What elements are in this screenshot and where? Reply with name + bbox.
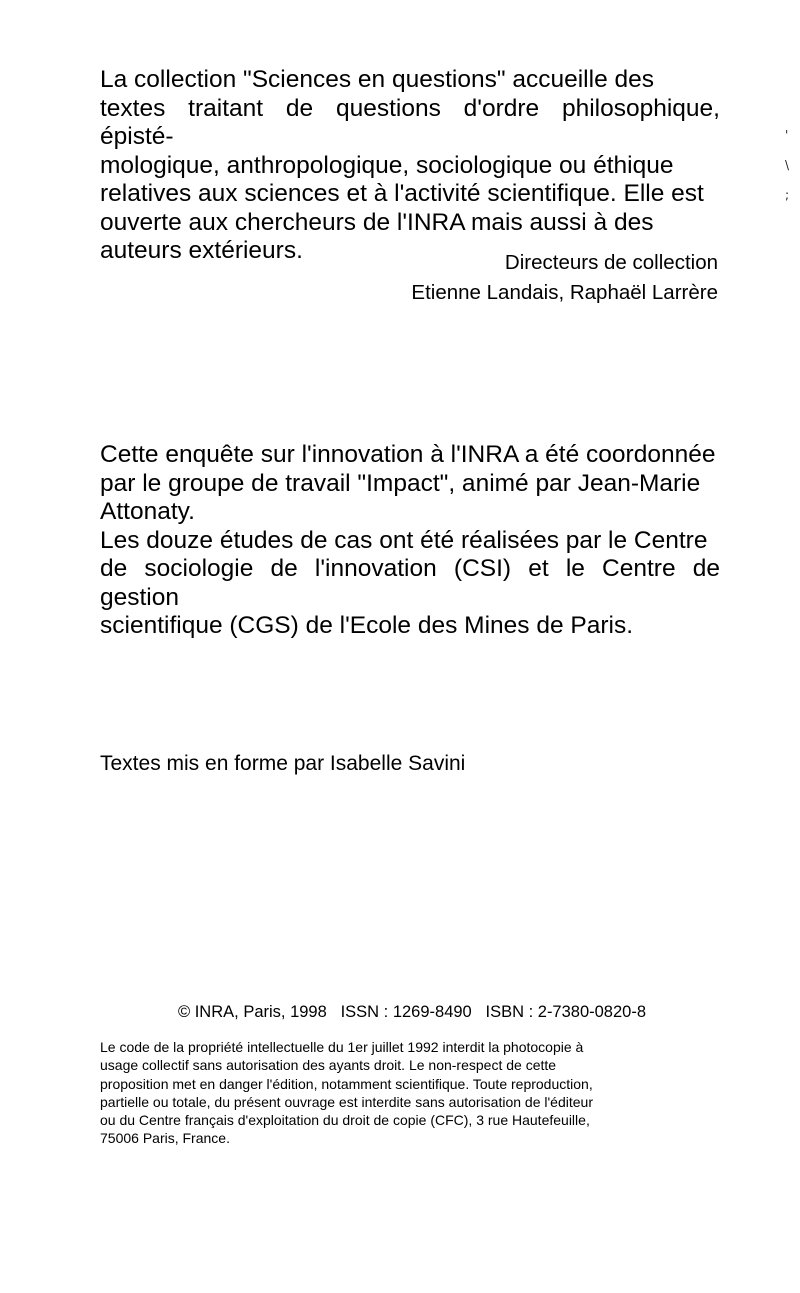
- collection-description: [100, 66, 720, 266]
- scan-artifact: \: [785, 158, 790, 172]
- legal-line: proposition met en danger l'édition, notamment scientifique. Toute reproduction,: [100, 1075, 593, 1092]
- scan-artifact: ': [785, 128, 789, 142]
- scan-artifact: ;: [785, 188, 790, 202]
- text-line: par le groupe de travail "Impact", animé par Jean-Marie: [100, 469, 701, 497]
- directors-heading: Directeurs de collection: [504, 251, 718, 274]
- scan-edge-marks: [785, 120, 795, 220]
- issn-number: ISSN : 1269-8490: [340, 1003, 472, 1021]
- survey-credits: [100, 441, 720, 641]
- legal-line: Le code de la propriété intellectuelle du 1er juillet 1992 interdit la photocopie à: [100, 1039, 584, 1055]
- legal-line: partielle ou totale, du présent ouvrage est interdite sans autorisation de l'éditeur: [100, 1093, 593, 1110]
- legal-line: 75006 Paris, France.: [100, 1130, 230, 1147]
- text-line: ouverte aux chercheurs de l'INRA mais aussi à des: [100, 208, 654, 236]
- editing-credit: [100, 750, 720, 778]
- text-line: auteurs extérieurs.: [100, 237, 303, 264]
- directors-names: Etienne Landais, Raphaël Larrère: [411, 281, 718, 304]
- text-line: Attonaty.: [100, 498, 195, 525]
- text-line: La collection "Sciences en questions" accueille des: [100, 66, 655, 93]
- collection-directors: [380, 248, 718, 308]
- text-line: Les douze études de cas ont été réalisées par le Centre: [100, 526, 708, 554]
- text-line: mologique, anthropologique, sociologique ou éthique: [100, 151, 674, 179]
- legal-notice: [100, 1038, 724, 1148]
- copyright-line: [100, 1000, 724, 1024]
- legal-line: usage collectif sans autorisation des ayants droit. Le non-respect de cette: [100, 1057, 557, 1074]
- copyright-notice: © INRA, Paris, 1998: [177, 1003, 327, 1021]
- isbn-number: ISBN : 2-7380-0820-8: [485, 1003, 647, 1021]
- text-line: textes traitant de questions d'ordre philosophique, épisté-: [100, 94, 720, 150]
- text-line: relatives aux sciences et à l'activité scientifique. Elle est: [100, 180, 704, 207]
- legal-line: ou du Centre français d'exploitation du droit de copie (CFC), 3 rue Hautefeuille,: [100, 1112, 590, 1129]
- text-line: de sociologie de l'innovation (CSI) et le Centre de gestion: [100, 555, 720, 611]
- text-line: scientifique (CGS) de l'Ecole des Mines de Paris.: [100, 612, 634, 639]
- text-line: Cette enquête sur l'innovation à l'INRA a été coordonnée: [100, 441, 716, 468]
- editing-credit-text: Textes mis en forme par Isabelle Savini: [100, 752, 466, 775]
